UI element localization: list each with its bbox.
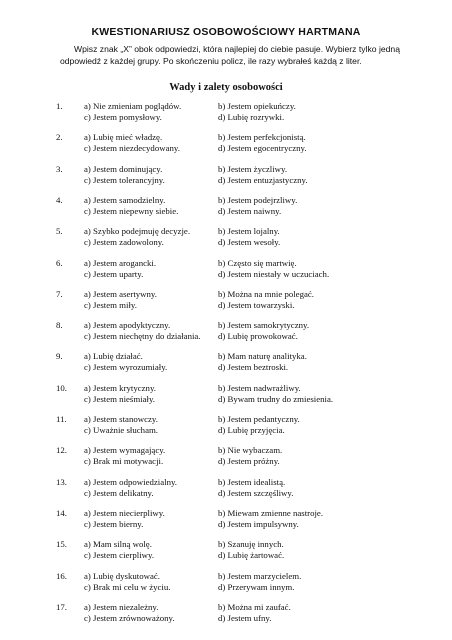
answer-option-d[interactable]: d) Bywam trudny do zmiesienia.: [218, 393, 334, 404]
answer-column-left: [84, 258, 214, 280]
answer-option-b[interactable]: b) Jestem podejrzliwy.: [218, 194, 298, 205]
answer-column-left: [84, 101, 214, 123]
document-title: KWESTIONARIUSZ OSOBOWOŚCIOWY HARTMANA: [91, 26, 361, 38]
question-item: [0, 195, 452, 219]
answer-column-right: [218, 195, 418, 217]
answer-option-d[interactable]: d) Jestem entuzjastyczny.: [218, 174, 308, 185]
question-number: 2.: [56, 132, 63, 143]
answer-column-right: [218, 226, 418, 248]
answer-option-b[interactable]: b) Jestem nadwrażliwy.: [218, 382, 301, 393]
answer-option-d[interactable]: d) Jestem próżny.: [218, 456, 280, 467]
answer-option-d[interactable]: d) Jestem naiwny.: [218, 205, 282, 216]
question-number: 1.: [56, 101, 63, 111]
answer-option-a[interactable]: a) Jestem apodyktyczny.: [84, 320, 171, 331]
question-number: 4.: [56, 194, 63, 205]
answer-column-right: [218, 383, 418, 405]
answer-option-c[interactable]: c) Jestem wyrozumiały.: [84, 362, 168, 373]
question-number: 16.: [56, 570, 67, 581]
answer-column-right: [218, 414, 418, 436]
answer-option-a[interactable]: a) Nie zmieniam poglądów.: [84, 101, 182, 111]
answer-option-c[interactable]: c) Jestem uparty.: [84, 268, 144, 279]
question-item: [0, 602, 452, 626]
question-number: 10.: [56, 382, 67, 393]
answer-option-c[interactable]: c) Jestem niepewny siebie.: [84, 205, 179, 216]
question-item: [0, 383, 452, 407]
question-item: [0, 477, 452, 501]
answer-option-c[interactable]: c) Jestem delikatny.: [84, 487, 154, 498]
answer-option-c[interactable]: c) Jestem tolerancyjny.: [84, 174, 165, 185]
answer-option-a[interactable]: a) Jestem wymagający.: [84, 445, 166, 456]
answer-column-right: [218, 477, 418, 499]
answer-option-d[interactable]: d) Przerywam innym.: [218, 581, 295, 592]
answer-column-right: [218, 320, 418, 342]
answer-column-right: [218, 539, 418, 561]
answer-option-d[interactable]: d) Jestem beztroski.: [218, 362, 289, 373]
question-number: 12.: [56, 445, 67, 456]
answer-column-right: [218, 164, 418, 186]
answer-option-d[interactable]: d) Lubię żartować.: [218, 550, 285, 561]
answer-option-d[interactable]: d) Jestem wesoły.: [218, 237, 281, 248]
answer-column-right: [218, 571, 418, 593]
answer-column-left: [84, 383, 214, 405]
question-item: [0, 508, 452, 532]
question-item: [0, 414, 452, 438]
answer-column-right: [218, 445, 418, 467]
answer-column-left: [84, 602, 214, 624]
answer-option-a[interactable]: a) Jestem niezależny.: [84, 601, 159, 612]
answer-option-d[interactable]: d) Lubię rozrywki.: [218, 112, 285, 122]
answer-option-b[interactable]: b) Nie wybaczam.: [218, 445, 283, 456]
question-number: 14.: [56, 507, 67, 518]
question-number: 6.: [56, 257, 63, 268]
answer-column-right: [218, 289, 418, 311]
answer-column-left: [84, 226, 214, 248]
question-item: [0, 351, 452, 375]
answer-option-b[interactable]: b) Jestem idealistą.: [218, 476, 286, 487]
question-number: 5.: [56, 226, 63, 237]
answer-option-d[interactable]: d) Jestem niestały w uczuciach.: [218, 268, 330, 279]
answer-option-d[interactable]: d) Jestem ufny.: [218, 612, 272, 623]
answer-column-left: [84, 289, 214, 311]
answer-column-left: [84, 445, 214, 467]
answer-option-d[interactable]: d) Jestem towarzyski.: [218, 299, 295, 310]
question-item: [0, 289, 452, 313]
answer-option-a[interactable]: a) Jestem dominujący.: [84, 163, 163, 174]
answer-option-a[interactable]: a) Jestem niecierpliwy.: [84, 507, 165, 518]
answer-option-c[interactable]: c) Jestem bierny.: [84, 518, 144, 529]
answer-option-a[interactable]: a) Lubię działać.: [84, 351, 143, 362]
answer-option-c[interactable]: c) Brak mi celu w życiu.: [84, 581, 171, 592]
answer-column-left: [84, 351, 214, 373]
answer-option-b[interactable]: b) Jestem marzycielem.: [218, 570, 302, 581]
instructions: Wpisz znak „X” obok odpowiedzi, która najlepiej do ciebie pasuje. Wybierz tylko jedną odpowiedź z każdej grupy. Po skończeniu policz, ile razy wybrałeś każdą z liter.: [60, 44, 400, 66]
section-subtitle: Wady i zalety osobowości: [169, 82, 283, 93]
answer-column-right: [218, 508, 418, 530]
answer-column-left: [84, 571, 214, 593]
answer-option-c[interactable]: c) Jestem pomysłowy.: [84, 112, 162, 122]
answer-option-b[interactable]: b) Jestem lojalny.: [218, 226, 280, 237]
answer-column-left: [84, 477, 214, 499]
question-item: [0, 320, 452, 344]
question-number: 17.: [56, 601, 67, 612]
answer-option-d[interactable]: d) Lubię przyjęcia.: [218, 425, 285, 435]
answer-option-b[interactable]: b) Jestem pedantyczny.: [218, 414, 300, 424]
question-item: [0, 258, 452, 282]
answer-column-left: [84, 508, 214, 530]
answer-option-d[interactable]: d) Jestem impulsywny.: [218, 518, 299, 529]
answer-column-left: [84, 132, 214, 154]
answer-column-left: [84, 414, 214, 436]
question-item: [0, 539, 452, 563]
answer-column-left: [84, 539, 214, 561]
answer-option-c[interactable]: c) Jestem nieśmiały.: [84, 393, 156, 404]
answer-option-a[interactable]: a) Szybko podejmuję decyzje.: [84, 226, 191, 237]
answer-option-b[interactable]: b) Szanuję innych.: [218, 539, 284, 550]
answer-option-b[interactable]: b) Jestem opiekuńczy.: [218, 101, 296, 111]
answer-option-c[interactable]: c) Jestem miły.: [84, 299, 137, 310]
question-number: 13.: [56, 476, 67, 487]
answer-option-c[interactable]: c) Jestem cierpliwy.: [84, 550, 155, 561]
answer-option-a[interactable]: a) Jestem arogancki.: [84, 257, 157, 268]
answer-column-left: [84, 195, 214, 217]
answer-option-b[interactable]: b) Często się martwię.: [218, 257, 297, 268]
answer-option-c[interactable]: c) Jestem zrównoważony.: [84, 612, 175, 623]
question-number: 15.: [56, 539, 67, 550]
question-number: 3.: [56, 163, 63, 174]
answer-column-left: [84, 164, 214, 186]
answer-option-c[interactable]: c) Brak mi motywacji.: [84, 456, 164, 467]
answer-option-b[interactable]: b) Można mi zaufać.: [218, 601, 291, 612]
answer-option-c[interactable]: c) Uważnie słucham.: [84, 425, 159, 435]
question-item: [0, 571, 452, 595]
question-item: [0, 226, 452, 250]
answer-option-a[interactable]: a) Jestem odpowiedzialny.: [84, 476, 177, 487]
answer-option-a[interactable]: a) Jestem samodzielny.: [84, 194, 166, 205]
answer-option-a[interactable]: a) Lubię dyskutować.: [84, 570, 160, 581]
question-item: [0, 445, 452, 469]
answer-option-c[interactable]: c) Jestem niezdecydowany.: [84, 143, 180, 154]
answer-option-a[interactable]: a) Jestem asertywny.: [84, 288, 157, 299]
question-number: 8.: [56, 320, 63, 331]
answer-column-right: [218, 602, 418, 624]
question-number: 7.: [56, 288, 63, 299]
answer-column-left: [84, 320, 214, 342]
question-item: [0, 132, 452, 156]
question-item: [0, 164, 452, 188]
answer-option-a[interactable]: a) Jestem krytyczny.: [84, 382, 156, 393]
answer-option-b[interactable]: b) Można na mnie polegać.: [218, 288, 314, 299]
answer-column-right: [218, 351, 418, 373]
answer-option-d[interactable]: d) Jestem szczęśliwy.: [218, 487, 294, 498]
answer-option-b[interactable]: b) Jestem życzliwy.: [218, 163, 288, 174]
answer-option-b[interactable]: b) Jestem samokrytyczny.: [218, 320, 310, 331]
answer-option-b[interactable]: b) Mam naturę analityka.: [218, 351, 307, 362]
answer-option-b[interactable]: b) Jestem perfekcjonistą.: [218, 132, 306, 143]
answer-option-c[interactable]: c) Jestem zadowolony.: [84, 237, 164, 248]
answer-column-right: [218, 101, 418, 123]
question-number: 11.: [56, 414, 67, 424]
answer-option-d[interactable]: d) Jestem egocentryczny.: [218, 143, 307, 154]
answer-option-a[interactable]: a) Mam silną wolę.: [84, 539, 152, 550]
answer-option-b[interactable]: b) Miewam zmienne nastroje.: [218, 507, 324, 518]
answer-option-d[interactable]: d) Lubię prowokować.: [218, 331, 298, 342]
answer-column-right: [218, 258, 418, 280]
answer-option-a[interactable]: a) Lubię mieć władzę.: [84, 132, 163, 143]
answer-option-a[interactable]: a) Jestem stanowczy.: [84, 414, 158, 424]
question-item: [0, 101, 452, 125]
answer-option-c[interactable]: c) Jestem niechętny do działania.: [84, 331, 201, 342]
question-number: 9.: [56, 351, 63, 362]
answer-column-right: [218, 132, 418, 154]
